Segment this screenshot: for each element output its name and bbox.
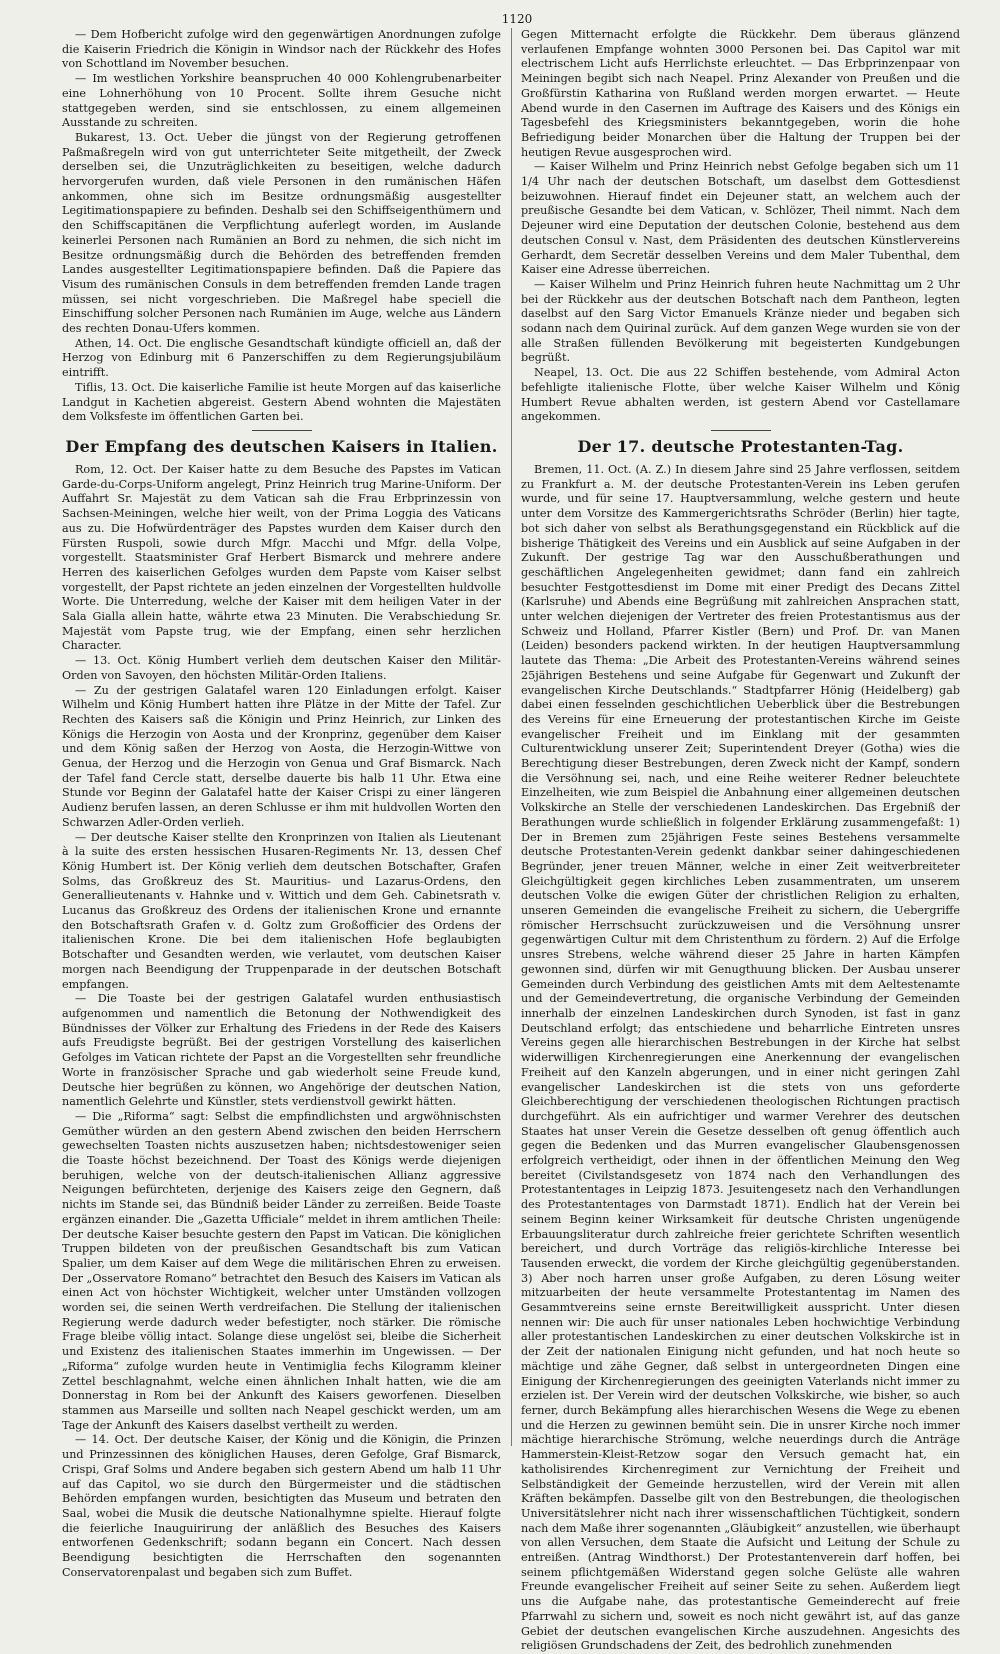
- section-heading: Der 17. deutsche Protestanten-Tag.: [577, 436, 904, 456]
- article-paragraph: — Zu der gestrigen Galatafel waren 120 Einladungen erfolgt. Kaiser Wilhelm und König Humbert hatten ihre Plätze in der Mitte der Tafel. Zur Rechten des Kaisers saß die Königin und Prinz Heinrich, zur Linken des Königs die Herzogin von Aosta und der Kronprinz, gegenüber dem Kaiser und dem König saßen der Herzog von Aosta, die Herzogin-Wittwe von Genua, der Herzog und die Herzogin von Genua und Graf Bismarck. Nach der Tafel fand Cercle statt, derselbe dauerte bis halb 11 Uhr. Etwa eine Stunde vor Beginn der Galatafel hatte der Kaiser Crispi zu einer längeren Audienz berufen lassen, an deren Schlusse er ihm mit huldvollen Worten den Schwarzen Adler-Orden verlieh.: [62, 683, 501, 829]
- article-paragraph: — Dem Hofbericht zufolge wird den gegenwärtigen Anordnungen zufolge die Kaiserin Friedrich die Königin in Windsor nach der Rückkehr des Hofes von Schottland im November besuchen.: [62, 28, 501, 71]
- article-paragraph: — 13. Oct. König Humbert verlieh dem deutschen Kaiser den Militär-Orden von Savoyen, den höchsten Militär-Orden Italiens.: [62, 654, 501, 682]
- article-paragraph: — Kaiser Wilhelm und Prinz Heinrich fuhren heute Nachmittag um 2 Uhr bei der Rückkehr aus der deutschen Botschaft nach dem Pantheon, legten daselbst auf den Sarg Victor Emanuels Kränze nieder und begaben sich sodann nach dem Quirinal zurück. Auf dem ganzen Wege wurden sie von der alle Straßen füllenden Bevölkerung mit begeisterten Kundgebungen begrüßt.: [521, 277, 960, 365]
- section-heading: Der Empfang des deutschen Kaisers in Italien.: [65, 436, 498, 456]
- left-column: [62, 28, 501, 1579]
- page-number: 1120: [501, 12, 533, 26]
- article-paragraph: Rom, 12. Oct. Der Kaiser hatte zu dem Besuche des Papstes im Vatican Garde-du-Corps-Uniform angelegt, Prinz Heinrich trug Marine-Uniform. Der Auffahrt Sr. Majestät zu dem Vatican sah die Frau Erbprinzessin von Sachsen-Meiningen, welche hier weilt, von der Prima Loggia des Vaticans aus zu. Die Hofwürdenträger des Papstes wurden dem Kaiser durch den Fürsten Ruspoli, sowie durch Mfgr. Macchi und Mfgr. della Volpe, vorgestellt. Staatsminister Graf Herbert Bismarck und mehrere andere Herren des kaiserlichen Gefolges wurden dem Papste vom Kaiser selbst vorgestellt, der Papst richtete an jeden einzelnen der Vorgestellten huldvolle Worte. Die Unterredung, welche der Kaiser mit dem heiligen Vater in der Sala Gialla allein hatte, währte etwa 23 Minuten. Die Verabschiedung Sr. Majestät vom Papste trug, wie der Empfang, einen sehr herzlichen Character.: [62, 462, 501, 653]
- article-paragraph: Gegen Mitternacht erfolgte die Rückkehr. Dem überaus glänzend verlaufenen Empfange wohnten 3000 Personen bei. Das Capitol war mit electrischem Licht aufs Herrlichste erleuchtet. — Das Erbprinzenpaar von Meiningen begibt sich nach Neapel. Prinz Alexander von Preußen und die Großfürstin Katharina von Rußland werden morgen erwartet. — Heute Abend wurde in den Casernen im Auftrage des Kaisers und des Königs ein Tagesbefehl des Kriegsministers bekanntgegeben, worin die hohe Befriedigung beider Monarchen über die Haltung der Truppen bei der heutigen Revue ausgesprochen wird.: [521, 28, 960, 159]
- article-paragraph: — Im westlichen Yorkshire beanspruchen 40 000 Kohlengrubenarbeiter eine Lohnerhöhung von 10 Procent. Sollte ihrem Gesuche nicht stattgegeben werden, sind sie entschlossen, zu einem allgemeinen Ausstande zu schreiten.: [62, 72, 501, 130]
- article-paragraph: Neapel, 13. Oct. Die aus 22 Schiffen bestehende, vom Admiral Acton befehligte italienische Flotte, über welche Kaiser Wilhelm und König Humbert Revue abhalten werden, ist gestern Abend vor Castellamare angekommen.: [521, 366, 960, 424]
- article-paragraph: — Die Toaste bei der gestrigen Galatafel wurden enthusiastisch aufgenommen und namentlich die Betonung der Nothwendigkeit des Bündnisses der Völker zur Erhaltung des Friedens in der Rede des Kaisers aufs Freudigste begrüßt. Bei der gestrigen Vorstellung des kaiserlichen Gefolges im Vatican richtete der Papst an die Vorgestellten sehr freundliche Worte in französischer Sprache und gab wiederholt seine Freude kund, Deutsche hier begrüßen zu können, wo Angehörige der deutschen Nation, namentlich Gelehrte und Künstler, stets verdienstvoll gewirkt hätten.: [62, 992, 501, 1109]
- article-paragraph: Bremen, 11. Oct. (A. Z.) In diesem Jahre sind 25 Jahre verflossen, seitdem zu Frankfurt a. M. der deutsche Protestanten-Verein ins Leben gerufen wurde, und für seine 17. Hauptversammlung, welche gestern und heute unter dem Vorsitze des Kammergerichtsraths Schröder (Berlin) hier tagte, bot sich daher von selbst als Berathungsgegenstand ein Rückblick auf die bisherige Thätigkeit des Vereins und ein Ausblick auf seine Aufgaben in der Zukunft. Der gestrige Tag war den Ausschußberathungen und geschäftlichen Angelegenheiten gewidmet; dann fand ein zahlreich besuchter Festgottesdienst im Dome mit einer Predigt des Decans Zittel (Karlsruhe) und Abends eine Begrüßung mit zahlreichen Ansprachen statt, unter welchen diejenigen der Vertreter des freien Protestantismus aus der Schweiz und Holland, Pfarrer Kistler (Bern) und Prof. Dr. van Manen (Leiden) besonders packend wirkten. In der heutigen Hauptversammlung lautete das Thema: „Die Arbeit des Protestanten-Vereins während seines 25jährigen Bestehens und seine Aufgabe für Gegenwart und Zukunft der evangelischen Kirche Deutschlands.“ Stadtpfarrer Hönig (Heidelberg) gab dabei einen fesselnden geschichtlichen Ueberblick über die Bestrebungen des Vereins für eine Erneuerung der protestantischen Kirche im Geiste evangelischer Freiheit und im Einklang mit der gesammten Culturentwicklung unserer Zeit; Superintendent Dreyer (Gotha) wies die Berechtigung dieser Bestrebungen, deren Zweck nicht der Kampf, sondern die Versöhnung sei, nach, und eine Reihe weiterer Redner beleuchtete Einzelheiten, wie zum Beispiel die Anbahnung einer allgemeinen deutschen Volkskirche an Stelle der verschiedenen Landeskirchen. Das Ergebniß der Berathungen wurde schließlich in folgender Erklärung zusammengefaßt: 1) Der in Bremen zum 25jährigen Feste seines Bestehens versammelte deutsche Protestanten-Verein gedenkt dankbar seiner dahingeschiedenen Begründer, jener treuen Männer, welche in einer Zeit weitverbreiteter Gleichgültigkeit gegen kirchliches Leben zusammentraten, um unserem deutschen Volke die ewigen Güter der christlichen Religion zu erhalten, unseren Gemeinden die evangelische Freiheit zu sichern, die Uebergriffe römischer Herrschsucht zurückzuweisen und die Versöhnung unsrer gegenwärtigen Cultur mit dem Christenthum zu fördern. 2) Auf die Erfolge unsres Strebens, welche während dieser 25 Jahre in harten Kämpfen gewonnen sind, dürfen wir mit Genugthuung blicken. Der Ausbau unserer Gemeinden durch Verbindung des geistlichen Amts mit dem Aeltestenamte und der Gemeindevertretung, die organische Verbindung der Gemeinden innerhalb der einzelnen Landeskirchen durch Synoden, ist fast in ganz Deutschland erfolgt; das entschiedene und beharrliche Eintreten unsres Vereins gegen alle hierarchischen Bestrebungen in der Kirche hat selbst widerwilligen Kirchenregierungen eine Anerkennung der evangelischen Freiheit auf den Kanzeln abgerungen, und in einer nicht geringen Zahl evangelischer Landeskirchen ist die stets von uns geforderte Gleichberechtigung der verschiedenen theologischen Richtungen practisch durchgeführt. Als ein aufrichtiger und warmer Verehrer des deutschen Staates hat unser Verein die Gesetze desselben oft genug öffentlich auch gegen die Bedenken und das Murren evangelischer Glaubensgenossen erfolgreich vertheidigt, oder ihnen in der öffentlichen Meinung den Weg bereitet (Civilstandsgesetz von 1874 nach den Verhandlungen des Protestantentages in Leipzig 1873. Jesuitengesetz nach den Verhandlungen des Protestantentages von Darmstadt 1871). Endlich hat der Verein bei seinem Beginn keiner Wirksamkeit für deutsche Christen ungenügende Erbauungsliteratur durch zahlreiche freier gerichtete Schriften wesentlich bereichert, und durch Vorträge das religiös-kirchliche Interesse bei Tausenden erweckt, die vordem der Kirche gleichgültig gegenüberstanden. 3) Aber noch harren unser große Aufgaben, zu deren Lösung weiter mitzuarbeiten der heute versammelte Protestantentag im Namen des Gesammtvereins seine ernste Bereitwilligkeit ausspricht. Unter diesen nennen wir: Die auch für unser nationales Leben hochwichtige Verbindung aller protestantischen Landeskirchen zu einer deutschen Volkskirche ist in der Zeit der nationalen Einigung nicht gefunden, und hat noch heute so mächtige und zähe Gegner, daß selbst in untergeordneten Dingen eine Einigung der Kirchenregierungen des geeinigten Vaterlands nicht immer zu erzielen ist. Der Verein wird der deutschen Volkskirche, wie bisher, so auch ferner, durch Bekämpfung alles hierarchischen Wesens die Wege zu ebenen und die Herzen zu gewinnen bemüht sein. Die in unsrer Kirche noch immer mächtige hierarchische Strömung, welche neuerdings durch die Anträge Hammerstein-Kleist-Retzow sogar den Versuch gemacht hat, ein katholisirendes Kirchenregiment zur Vernichtung der Freiheit und Selbständigkeit der Gemeinde herzustellen, wird der Verein mit allen Kräften bekämpfen. Dasselbe gilt von den Bestrebungen, die theologischen Universitätslehrer nicht nach ihrer wissenschaftlichen Tüchtigkeit, sondern nach dem Maße ihrer sogenannten „Gläubigkeit“ anzustellen, wie überhaupt von allen Versuchen, dem Staate die Aufsicht und Leitung der Schule zu entreißen. (Antrag Windthorst.) Der Protestantenverein darf hoffen, bei seinem pflichtgemäßen Widerstand gegen solche Gelüste alle wahren Freunde evangelischer Freiheit auf seiner Seite zu sehen. Außerdem liegt uns die Aufgabe nahe, das protestantische Gemeinderecht auf freie Pfarrwahl zu sichern und, soweit es noch nicht gewährt ist, auf das ganze Gebiet der deutschen evangelischen Kirche auszudehnen. Angesichts des religiösen Grundschadens der Zeit, des bedrohlich zunehmenden: [521, 462, 960, 1653]
- column-rule: [511, 28, 512, 1446]
- article-paragraph: Athen, 14. Oct. Die englische Gesandtschaft kündigte officiell an, daß der Herzog von Edinburg mit 6 Panzerschiffen zu dem Regierungsjubiläum eintrifft.: [62, 336, 501, 380]
- article-paragraph: — Der deutsche Kaiser stellte den Kronprinzen von Italien als Lieutenant à la suite des ersten hessischen Husaren-Regiments Nr. 13, dessen Chef König Humbert ist. Der König verlieh dem deutschen Botschafter, Grafen Solms, das Großkreuz des St. Mauritius- und Lazarus-Ordens, den Generallieutenants v. Hahnke und v. Wittich und dem Geh. Cabinetsrath v. Lucanus das Großkreuz des Ordens der italienischen Krone und ernannte den Botschaftsrath Grafen v. d. Goltz zum Großofficier des Ordens der italienischen Krone. Die bei dem italienischen Hofe beglaubigten Botschafter und Gesandten werden, wie verlautet, vom deutschen Kaiser morgen nach Beendigung der Truppenparade in der deutschen Botschaft empfangen.: [62, 830, 501, 991]
- section-divider: [252, 430, 312, 431]
- right-column: [521, 28, 960, 1653]
- article-paragraph: — Die „Riforma“ sagt: Selbst die empfindlichsten und argwöhnischsten Gemüther würden an den gestern Abend zwischen den beiden Herrschern gewechselten Toasten nichts auszusetzen haben; nichtsdestoweniger seien die Toaste höchst bezeichnend. Der Toast des Königs werde diejenigen beruhigen, welche von der deutsch-italienischen Allianz aggressive Neigungen befürchteten, derjenige des Kaisers zeige den Gegnern, daß nichts im Stande sei, das Bündniß beider Länder zu zerreißen. Beide Toaste ergänzen einander. Die „Gazetta Ufficiale“ meldet in ihrem amtlichen Theile: Der deutsche Kaiser besuchte gestern den Papst im Vatican. Die königlichen Truppen bildeten von der preußischen Gesandtschaft bis zum Vatican Spalier, um dem Kaiser auf dem Wege die militärischen Ehren zu erweisen. Der „Osservatore Romano“ betrachtet den Besuch des Kaisers im Vatican als einen Act von höchster Wichtigkeit, welcher unter Umständen vollzogen worden sei, die seinen Werth verdreifachen. Die Stellung der italienischen Regierung werde dadurch weder befestigter, noch stärker. Die römische Frage bleibe völlig intact. Solange diese ungelöst sei, bleibe die Sicherheit und Existenz des italienischen Staates immerhin im Ungewissen. — Der „Riforma“ zufolge wurden heute in Ventimiglia fechs Kilogramm kleiner Zettel beschlagnahmt, welche einen ähnlichen Inhalt hatten, wie die am Donnerstag in Rom bei der Ankunft des Kaisers geworfenen. Dieselben stammen aus Marseille und sollten nach Neapel geschickt werden, um am Tage der Ankunft des Kaisers daselbst vertheilt zu werden.: [62, 1109, 501, 1432]
- article-paragraph: — 14. Oct. Der deutsche Kaiser, der König und die Königin, die Prinzen und Prinzessinnen des königlichen Hauses, deren Gefolge, Graf Bismarck, Crispi, Graf Solms und Andere begaben sich gestern Abend um halb 11 Uhr auf das Capitol, wo sie durch den Bürgermeister und die städtischen Behörden empfangen wurden, besichtigten das Museum und betraten den Saal, wobei die Musik die deutsche Nationalhymne spielte. Hierauf folgte die feierliche Inauguirirung der anläßlich des Besuches des Kaisers entworfenen Gedenkschrift; sodann begann ein Concert. Nach dessen Beendigung besichtigten die Herrschaften den sogenannten Conservatorenpalast und begaben sich zum Buffet.: [62, 1433, 501, 1579]
- article-paragraph: Bukarest, 13. Oct. Ueber die jüngst von der Regierung getroffenen Paßmaßregeln wird von gut unterrichteter Seite mitgetheilt, der Zweck derselben sei, die Unzuträglichkeiten zu beseitigen, welche dadurch hervorgerufen wurden, daß viele Personen in den rumänischen Häfen ankommen, ohne sich im Besitze ordnungsmäßig ausgestellter Legitimationspapiere zu befinden. Deshalb sei den Schiffseigenthümern und den Schiffscapitänen die Verpflichtung auferlegt worden, im Auslande keinerlei Personen nach Rumänien an Bord zu nehmen, die sich nicht im Besitze ordnungsmäßig durch die Behörden des betreffenden fremden Landes ausgestellter Legitimationspapiere befinden. Daß die Papiere das Visum des rumänischen Consuls in dem betreffenden fremden Lande tragen müssen, sei nicht vorgeschrieben. Die Maßregel habe speciell die Einschiffung solcher Personen nach Rumänien im Auge, welche aus Ländern des rechten Donau-Ufers kommen.: [62, 130, 501, 336]
- column-container: [62, 28, 960, 1653]
- section-divider: [711, 430, 771, 431]
- article-paragraph: Tiflis, 13. Oct. Die kaiserliche Familie ist heute Morgen auf das kaiserliche Landgut in Kachetien abgereist. Gestern Abend wohnten die Majestäten dem Volksfeste im öffentlichen Garten bei.: [62, 380, 501, 424]
- article-paragraph: — Kaiser Wilhelm und Prinz Heinrich nebst Gefolge begaben sich um 11 1/4 Uhr nach der deutschen Botschaft, um daselbst dem Gottesdienst beizuwohnen. Hierauf findet ein Dejeuner statt, an welchem auch der preußische Gesandte bei dem Vatican, v. Schlözer, Theil nimmt. Nach dem Dejeuner wird eine Deputation der deutschen Colonie, bestehend aus dem deutschen Consul v. Nast, dem Präsidenten des deutschen Künstlervereins Gerhardt, dem Secretär desselben Vereins und dem Maler Tubenthal, dem Kaiser eine Adresse überreichen.: [521, 160, 960, 277]
